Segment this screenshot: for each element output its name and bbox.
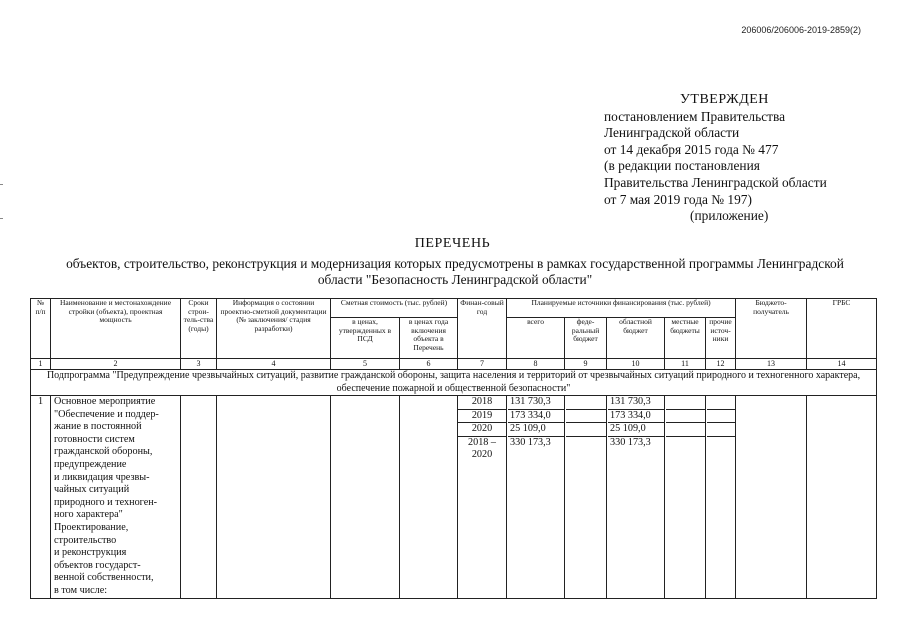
- local-value: [668, 437, 703, 450]
- header-total: всего: [507, 318, 565, 359]
- other-value: [709, 437, 733, 450]
- header-regional: областной бюджет: [607, 318, 665, 359]
- row-term: [181, 396, 217, 599]
- header-cost-list: в ценах года включения объекта в Перечень: [400, 318, 458, 359]
- federal-value: [566, 423, 606, 437]
- year-cell: 2020: [458, 423, 506, 437]
- column-number: 12: [706, 359, 736, 370]
- column-number: 9: [565, 359, 607, 370]
- row-name-line: жание в постоянной: [54, 421, 142, 433]
- column-number: 4: [217, 359, 331, 370]
- row-recipient: [736, 396, 807, 599]
- header-grbs: ГРБС: [807, 299, 877, 359]
- total-value: 173 334,0: [508, 410, 564, 424]
- total-value: 25 109,0: [508, 423, 564, 437]
- approval-line: от 14 декабря 2015 года № 477: [604, 141, 779, 157]
- regional-value: 131 730,3: [608, 396, 664, 410]
- row-total: [507, 396, 565, 599]
- column-numbers-row: [31, 359, 877, 370]
- column-number: 13: [736, 359, 807, 370]
- regional-value: 25 109,0: [608, 423, 664, 437]
- row-name-line: чайных ситуаций: [54, 484, 130, 496]
- approval-line: от 7 мая 2019 года № 197): [604, 191, 752, 207]
- header-num: № п/п: [31, 299, 51, 359]
- total-value: 131 730,3: [508, 396, 564, 410]
- column-number: 11: [665, 359, 706, 370]
- header-recipient: Бюджето-получатель: [736, 299, 807, 359]
- year-cell: 2019: [458, 410, 506, 424]
- federal-value: [566, 410, 606, 424]
- scan-edge-mark: [0, 218, 3, 219]
- other-value: [707, 410, 735, 424]
- year-cell: 2020: [471, 449, 493, 461]
- approval-line: Ленинградской области: [604, 125, 740, 141]
- row-cost-psd: [331, 396, 400, 599]
- subprogram-title: Подпрограмма "Предупреждение чрезвычайных ситуаций, развитие гражданской обороны, защита населения и территорий от чрезвычайных ситуаций природного и техногенного характера, обеспечение пожарной и общественной безопасности": [31, 370, 877, 396]
- regional-value: 330 173,3: [610, 436, 651, 448]
- row-name-line: Основное мероприятие: [54, 396, 156, 407]
- year-cell: 2018 –: [468, 436, 497, 448]
- column-number: 7: [458, 359, 507, 370]
- row-name-line: Проектирование,: [54, 521, 129, 533]
- row-name-line: и реконструкция: [54, 547, 127, 559]
- column-number: 5: [331, 359, 400, 370]
- row-name-line: "Обеспечение и поддер-: [54, 408, 159, 420]
- column-number: 8: [507, 359, 565, 370]
- row-num: 1: [31, 396, 51, 599]
- header-sources-group: Планируемые источники финансирования (тыс. рублей): [507, 299, 736, 318]
- column-number: 1: [31, 359, 51, 370]
- row-other: [706, 396, 736, 599]
- row-name-line: объектов государст-: [54, 559, 141, 571]
- approval-heading: УТВЕРЖДЕН: [680, 92, 769, 107]
- approval-block: [604, 92, 827, 225]
- column-number: 2: [51, 359, 181, 370]
- local-value: [666, 396, 705, 410]
- header-name: Наименование и местонахождение стройки (объекта), проектная мощность: [51, 299, 181, 359]
- row-local: [665, 396, 706, 599]
- column-number: 3: [181, 359, 217, 370]
- row-docs: [217, 396, 331, 599]
- header-fin-year: Финан-совый год: [458, 299, 507, 359]
- row-name-line: предупреждение: [54, 458, 127, 470]
- header-other: прочие источ-ники: [706, 318, 736, 359]
- row-name-line: готовности систем: [54, 433, 135, 445]
- row-regional: [607, 396, 665, 599]
- other-value: [707, 423, 735, 437]
- objects-table: [30, 298, 877, 599]
- approval-line: Правительства Ленинградской области: [604, 174, 827, 190]
- approval-line: (в редакции постановления: [604, 158, 760, 174]
- header-cost-group: Сметная стоимость (тыс. рублей): [331, 299, 458, 318]
- federal-value: [568, 437, 604, 450]
- header-term: Сроки строи-тель-ства (годы): [181, 299, 217, 359]
- document-subtitle: объектов, строительство, реконструкция и модернизация которых предусмотрены в рамках государственной программы Ленинградской области "Безопасность Ленинградской области": [66, 256, 844, 287]
- column-number: 6: [400, 359, 458, 370]
- local-value: [666, 410, 705, 424]
- row-name: [51, 396, 181, 599]
- header-local: местные бюджеты: [665, 318, 706, 359]
- row-name-line: ного характера": [54, 509, 123, 521]
- year-cell: 2018: [458, 396, 506, 410]
- approval-line: постановлением Правительства: [604, 108, 786, 124]
- row-name-line: гражданской обороны,: [54, 446, 153, 458]
- row-years: [458, 396, 507, 599]
- other-value: [707, 396, 735, 410]
- row-federal: [565, 396, 607, 599]
- header-docs: Информация о состоянии проектно-сметной документации (№ заключения/ стадия разработки): [217, 299, 331, 359]
- table-row: [31, 396, 877, 599]
- column-number: 14: [807, 359, 877, 370]
- header-cost-psd: в ценах, утвержденных в ПСД: [331, 318, 400, 359]
- scan-edge-mark: [0, 184, 3, 185]
- row-cost-list: [400, 396, 458, 599]
- row-name-line: и ликвидация чрезвы-: [54, 471, 150, 483]
- approval-appendix: (приложение): [690, 208, 769, 224]
- row-name-line: венной собственности,: [54, 572, 154, 584]
- table-header-row: [31, 299, 877, 318]
- local-value: [666, 423, 705, 437]
- row-name-line: строительство: [54, 534, 117, 546]
- row-name-line: в том числе:: [54, 584, 108, 596]
- document-title: ПЕРЕЧЕНЬ: [414, 236, 491, 251]
- federal-value: [566, 396, 606, 410]
- total-value: 330 173,3: [510, 436, 551, 448]
- row-grbs: [807, 396, 877, 599]
- subprogram-row: [31, 370, 877, 396]
- header-federal: феде-ральный бюджет: [565, 318, 607, 359]
- regional-value: 173 334,0: [608, 410, 664, 424]
- column-number: 10: [607, 359, 665, 370]
- document-id: 206006/206006-2019-2859(2): [741, 25, 861, 35]
- row-name-line: природного и техноген-: [54, 496, 158, 508]
